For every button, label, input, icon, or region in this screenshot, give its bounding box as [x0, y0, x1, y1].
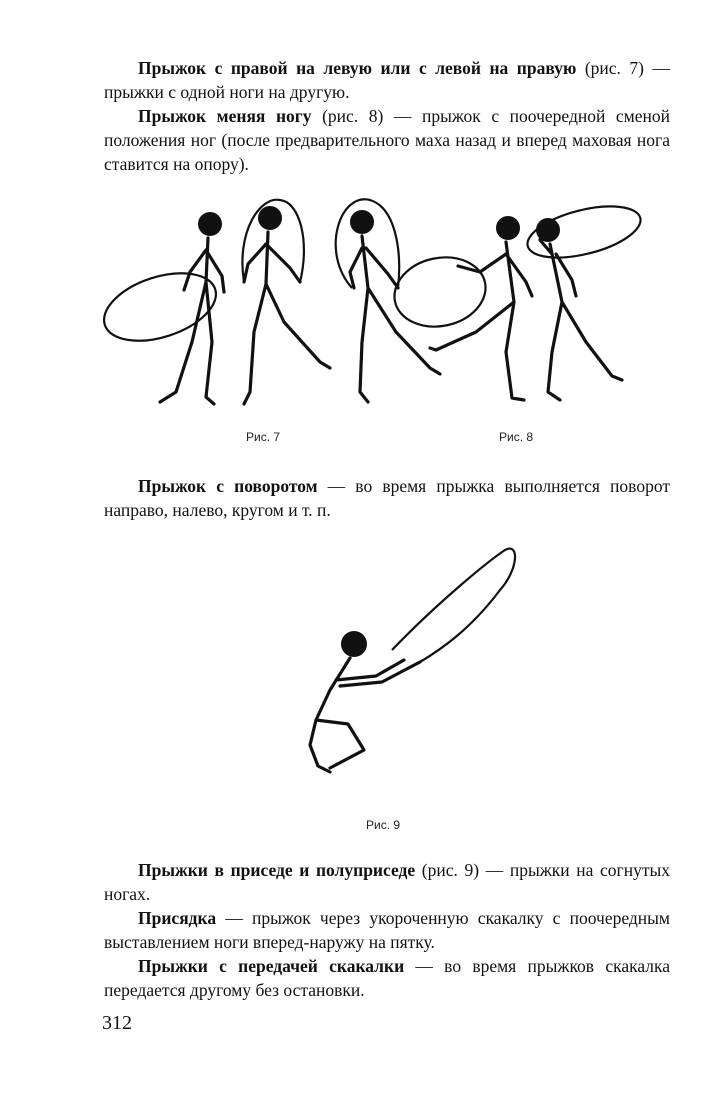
paragraph-4 [104, 858, 670, 906]
figure-9-illustration [0, 540, 722, 800]
paragraph-1 [104, 56, 670, 104]
term-3: Прыжок с поворотом [138, 476, 318, 496]
figure-7-8-illustration [0, 192, 722, 442]
desc-6: — во время прыжков скакалка передается другому без остановки. [104, 956, 670, 1000]
term-4: Прыжки в приседе и полуприседе [138, 860, 416, 880]
caption-fig9: Рис. 9 [366, 818, 401, 832]
caption-fig8: Рис. 8 [499, 430, 534, 444]
paragraph-3 [104, 474, 670, 522]
paragraph-6 [104, 954, 670, 1002]
desc-5: — прыжок через укороченную скакалку с поочередным выставлением ноги вперед-наружу на пятку. [104, 908, 670, 952]
desc-2: (рис. 8) — прыжок с поочередной сменой положения ног (после предварительного маха назад и вперед маховая нога ставится на опору). [104, 106, 670, 174]
term-6: Прыжки с передачей скакалки [138, 956, 405, 976]
fig7-jumper-1 [96, 212, 225, 404]
term-2: Прыжок меняя ногу [138, 106, 312, 126]
fig8-jumper-1 [336, 199, 440, 402]
paragraph-5 [104, 906, 670, 954]
term-1: Прыжок с правой на левую или с левой на правую [138, 58, 577, 78]
fig7-jumper-2 [242, 200, 330, 404]
desc-4: (рис. 9) — прыжки на согнутых ногах. [104, 860, 671, 904]
fig8-jumper-3 [522, 197, 645, 400]
term-5: Присядка [138, 908, 217, 928]
caption-fig7: Рис. 7 [246, 430, 281, 444]
desc-3: — во время прыжка выполняется поворот направо, налево, кругом и т. п. [104, 476, 670, 520]
fig9-jumper [310, 549, 515, 772]
fig8-jumper-2 [388, 216, 532, 400]
paragraph-2 [104, 104, 670, 176]
desc-1: (рис. 7) — прыжки с одной ноги на другую. [104, 58, 670, 102]
page-number: 312 [102, 1012, 132, 1034]
